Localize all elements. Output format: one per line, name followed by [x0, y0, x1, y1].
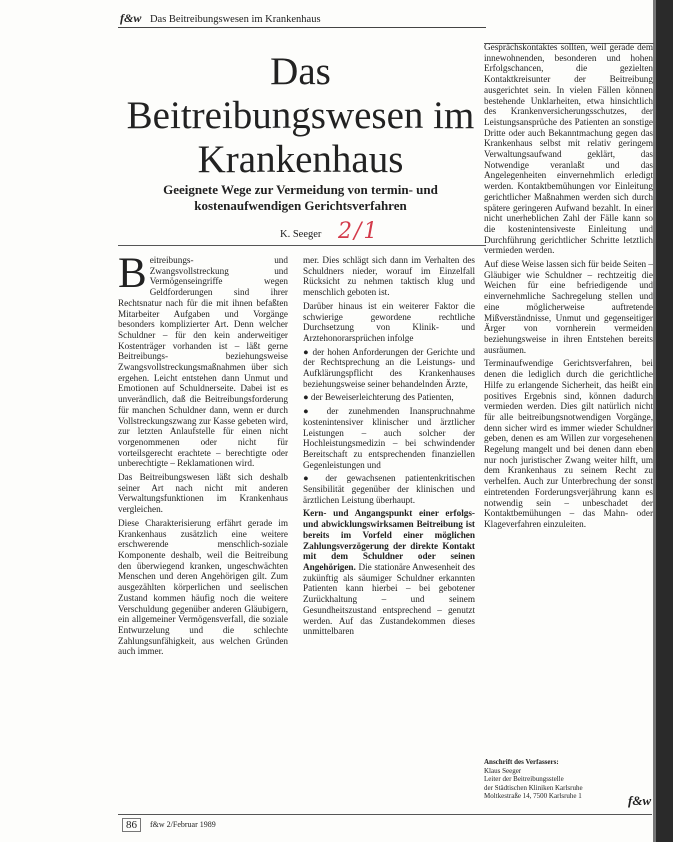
- paragraph: Das Beitreibungswesen läßt sich deshalb seiner Art nach nicht mit anderen Verwaltungsfunktionen im Krankenhaus vergleichen.: [118, 472, 288, 515]
- paragraph: Auf diese Weise lassen sich für beide Seiten – Gläubiger wie Schuldner – rechtzeitig die Weichen für eine befriedigende und einvernehmliche Sachregelung stellen und eine möglicherweise auftretende Mißverständnisse, Unmut und gegenseitiger Ärger von vornherein vermeiden beziehungsweise in ihren Entstehen bereits ausräumen.: [484, 259, 653, 355]
- header-section-title: Das Beitreibungswesen im Krankenhaus: [149, 14, 321, 25]
- paragraph: Gesprächskontaktes sollten, weil gerade dem innewohnenden, besonderen und hohen Erfolgschancen, die gezielten Kontaktkreisunter der Beitreibung ausgerichtet sein. In vielen Fällen können bestehende Unklarheiten, etwa hinsichtlich des Krankenversicherungsschutzes, der Leistungsansprüche des Patienten an sonstige Dritte oder auch Bekanntmachung gegen das Krankenhaus selbst mit relativ geringem Verwaltungsaufwand geklärt, das Notwendige veranlaßt und das Angelegenheiten einvernehmlich erledigt werden. Kontaktbemühungen vor Einleitung gerichtlicher Maßnahmen werden sich durch spätere geringeren Aufwand bezahlt. In einer nicht unerheblichen Zahl der Fälle kann so die kostenintensiveste Einleitung und Durchführung gerichtlicher Schritte letztlich vermieden werden.: [484, 42, 653, 256]
- paragraph: [118, 255, 288, 469]
- page-number: 86: [122, 818, 141, 832]
- scan-dark-edge: [656, 0, 673, 842]
- footer-rule: [118, 814, 652, 815]
- bullet-text: der hohen Anforderungen der Gerichte und der Rechtsprechung an die Leistungs- und Aufklärungspflicht des Krankenhauses beziehungsweise seiner behandelnden Ärzte,: [303, 346, 475, 389]
- header-rule: [118, 27, 486, 28]
- paragraph: Diese Charakterisierung erfährt gerade im Krankenhaus zusätzlich eine weitere erschwerende menschlich-soziale Komponente deshalb, weil die Beitreibung den überwiegend kranken, ungeschwächten Menschen und deren Angehörigen gilt. Zum ausgezählten körperlichen und seelischen Zustand kommen häufig noch die weitere Verschuldung gegenüber anderen Gläubigern, ein allgemeiner Vermögensverfall, die soziale Entwurzelung und die schlechte Zahlungsunfähigkeit, aus welchen Gründen auch immer.: [118, 517, 288, 657]
- bullet-item: [303, 406, 475, 470]
- address-label: Anschrift des Verfassers:: [484, 758, 559, 766]
- paragraph: mer. Dies schlägt sich dann im Verhalten des Schuldners nieder, worauf im Einzelfall Rücksicht zu nehmen taktisch klug und menschlich geboten ist.: [303, 255, 475, 298]
- address-line: Moltkestraße 14, 7500 Karlsruhe 1: [484, 792, 582, 800]
- paragraph: Darüber hinaus ist ein weiterer Faktor die schwierige gewordene rechtliche Durchsetzung von Klinik- und Arztehonorarsprüchen infolge: [303, 300, 475, 343]
- address-line: Leiter der Beitreibungsstelle: [484, 775, 564, 783]
- bullet-icon: ●: [303, 346, 313, 357]
- text-column-3: [484, 42, 653, 747]
- journal-logo: f&w: [628, 793, 652, 808]
- article-title: Das Beitreibungswesen im Krankenhaus: [126, 50, 475, 181]
- byline-rule: [118, 245, 486, 246]
- paragraph: Terminaufwendige Gerichtsverfahren, bei denen die lediglich durch die gerichtliche Hilfe zu erlangende Sicherheit, das heißt ein positives Ergebnis sind, können dadurch vermieden werden. Dies gilt natürlich nicht für alle beitreibungsnotwendigen Vorgänge, denn sicher wird es immer wieder Schuldner geben, denen es am Willen zur vorgesehenen Regelung mangelt und bei denen dann eben nur noch juristischer Zwang weiter hilft, um dem Krankenhaus zu seinem Recht zu verhelfen. Auch zur Unterbrechung der sonst eintretenden Forderungsverjährung kann es notwendig sein – unbeschadet der Kontaktbemühungen – das Mahn- oder Klageverfahren einzuleiten.: [484, 358, 653, 529]
- article-author: K. Seeger: [280, 229, 322, 240]
- bullet-icon: ●: [303, 392, 311, 403]
- text-column-1: [118, 255, 288, 813]
- bullet-icon: ●: [303, 406, 327, 417]
- bullet-item: [303, 347, 475, 390]
- paragraph: [303, 508, 475, 636]
- bullet-item: [303, 392, 475, 403]
- address-line: der Städtischen Kliniken Karlsruhe: [484, 783, 583, 792]
- bullet-icon: ●: [303, 473, 326, 484]
- bullet-text: der Beweiserleichterung des Patienten,: [310, 392, 454, 403]
- running-header: [120, 10, 490, 26]
- handwritten-note: 2/1: [338, 219, 380, 244]
- paragraph-text: Die stationäre Anwesenheit des zukünftig als säumiger Schuldner erkannten Patienten kann hierbei – bei gebotener Zurückhaltung – und seinem Gesundheitszustand entsprechend – genutzt werden. Auf das Zustandekommen dieses unmittelbaren: [303, 561, 475, 637]
- bullet-text: der zunehmenden Inanspruchnahme kostenintensiver klinischer und ärztlicher Leistungen – auch solcher der Hochleistungsmedizin – bei schwindender Bereitschaft zu entsprechenden finanziellen Gegenleistungen und: [303, 406, 475, 470]
- journal-issue: f&w 2/Februar 1989: [150, 820, 216, 829]
- text-column-2: [303, 255, 475, 813]
- bullet-item: [303, 473, 475, 505]
- header-logo: f&w: [120, 11, 142, 25]
- bold-lead: Kern- und Angangspunkt einer erfolgs- und abwicklungswirksamen Beitreibung ist bereits im Vorfeld einer möglichen Zahlungsverzögerung der direkte Kontakt mit dem Schuldner oder seinen Angehörigen.: [303, 508, 475, 572]
- address-name: Klaus Seeger: [484, 766, 522, 775]
- article-subtitle: Geeignete Wege zur Vermeidung von termin- und kostenaufwendigen Gerichtsverfahren: [163, 182, 438, 213]
- bullet-text: der gewachsenen patientenkritischen Sensibilität gegenüber der klinischen und ärztlichen Leistung überhaupt.: [303, 473, 475, 505]
- drop-cap: B: [118, 255, 147, 297]
- paragraph-text: eitreibungs- und Zwangsvollstreckung und Vermögenseingriffe wegen Geldforderungen sind ihrer Rechtsnatur nach für die mit ihnen befaßten Mitarbeiter Aufgaben und Vorgänge besonders komplizierter Art. Denn welcher Schuldner – für den kein anderweitiger Kostenträger vorhanden ist – läßt gerne Beitreibungs- beziehungsweise Zwangsvollstreckungsmaßnahmen über sich ergehen. Leicht entstehen dann Unmut und Emotionen auf Schuldnerseite. Dabei ist es unverändlich, daß die Beitreibungsforderung für manchen Schuldner dann, wenn er durch Vollstreckungszwang zur Kasse gebeten wird, zur letzten Anlaufstelle für einen nicht vorgenommenen oder nicht für vorteilsgerecht erachtete – berechtigte oder unberechtigte – Reklamationen wird.: [118, 255, 288, 469]
